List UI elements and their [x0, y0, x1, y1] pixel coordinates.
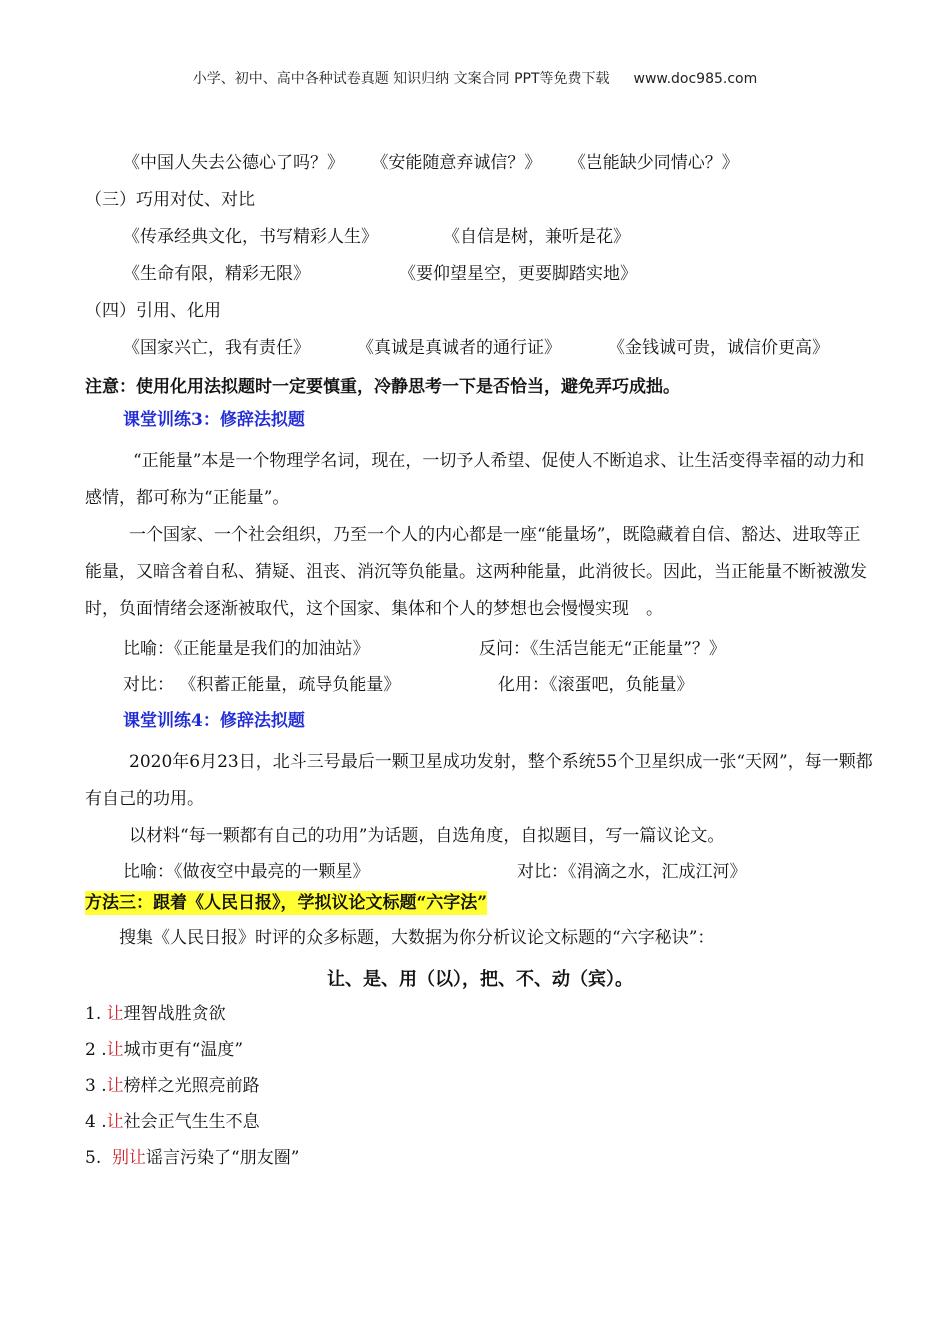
list-text: 社会正气生生不息 [123, 1112, 260, 1132]
example-row [85, 224, 875, 250]
title-example: 《金钱诚可贵，诚信价更高》 [608, 338, 829, 358]
list-item [85, 1037, 875, 1063]
title-example: 《国家兴亡，我有责任》 [123, 338, 310, 358]
keyword: 让 [106, 1076, 124, 1096]
keyword: 让 [106, 1040, 124, 1060]
list-text: 谣言污染了“朋友圈” [146, 1148, 300, 1168]
list-number: 3 . [85, 1076, 107, 1096]
keyword: 让 [106, 1004, 124, 1024]
example-row [85, 261, 875, 287]
document-body [85, 150, 875, 1181]
six-character-formula: 让、是、用（以），把、不、动（宾）。 [327, 969, 633, 990]
title-example: 《真诚是真诚者的通行证》 [357, 338, 561, 358]
title-example: 《要仰望星空，更要脚踏实地》 [399, 264, 637, 284]
header-site: www.doc985.com [633, 71, 758, 87]
title-example: 反问：《生活岂能无“正能量”？》 [479, 639, 726, 659]
list-number: 1. [85, 1004, 107, 1024]
note: 注意：使用化用法拟题时一定要慎重，冷静思考一下是否恰当，避免弄巧成拙。 [85, 377, 680, 397]
list-item [85, 1073, 875, 1099]
example-row [85, 335, 875, 361]
list-item [85, 1145, 875, 1171]
keyword: 让 [106, 1112, 124, 1132]
example-row [85, 859, 875, 885]
title-example: 比喻：《正能量是我们的加油站》 [123, 639, 370, 659]
title-example: 《安能随意弃诚信？》 [371, 153, 542, 173]
rhetoric-title-row [85, 150, 875, 176]
title-example: 《中国人失去公德心了吗？》 [123, 153, 344, 173]
section-heading-3: （三）巧用对仗、对比 [85, 190, 255, 210]
title-example: 化用：《滚蛋吧，负能量》 [498, 675, 694, 695]
list-item [85, 1001, 875, 1027]
title-example: 对比： 《积蓄正能量，疏导负能量》 [123, 675, 401, 695]
keyword: 别让 [112, 1148, 147, 1168]
list-number: 2 . [85, 1040, 107, 1060]
title-example: 对比：《涓滴之水，汇成江河》 [517, 862, 747, 882]
list-text: 榜样之光照亮前路 [123, 1076, 260, 1096]
title-example: 《传承经典文化，书写精彩人生》 [123, 227, 378, 247]
list-number: 4 . [85, 1112, 107, 1132]
example-row [85, 672, 875, 698]
paragraph: “正能量”本是一个物理学名词，现在，一切予人希望、促使人不断追求、让生活变得幸福的动力和感情，都可称为“正能量”。 [85, 451, 865, 508]
section-heading-4: （四）引用、化用 [85, 301, 221, 321]
paragraph: 一个国家、一个社会组织，乃至一个人的内心都是一座“能量场”，既隐藏着自信、豁达、进取等正能量，又暗含着自私、猜疑、沮丧、消沉等负能量。这两种能量，此消彼长。因此，当正能量不断被激发时，负面情绪会逐渐被取代，这个国家、集体和个人的梦想也会慢慢实现 。 [85, 525, 867, 619]
title-example: 比喻：《做夜空中最亮的一颗星》 [123, 862, 370, 882]
page-header [0, 68, 950, 88]
paragraph: 2020年6月23日，北斗三号最后一颗卫星成功发射，整个系统55个卫星织成一张“天网”，每一颗都有自己的功用。 [85, 752, 873, 809]
method-3-title: 方法三：跟着《人民日报》，学拟议论文标题“六字法” [85, 893, 488, 913]
method-intro: 搜集《人民日报》时评的众多标题，大数据为你分析议论文标题的“六字秘诀”： [119, 928, 715, 948]
list-number: 5. [85, 1148, 113, 1168]
list-item [85, 1109, 875, 1135]
training-4-title: 课堂训练4：修辞法拟题 [123, 711, 305, 731]
example-row [85, 636, 875, 662]
list-text: 理智战胜贪欲 [123, 1004, 226, 1024]
title-example: 《生命有限，精彩无限》 [123, 264, 310, 284]
header-text: 小学、初中、高中各种试卷真题 知识归纳 文案合同 PPT等免费下载 [192, 71, 610, 87]
title-example: 《岂能缺少同情心？》 [568, 153, 739, 173]
list-text: 城市更有“温度” [123, 1040, 244, 1060]
paragraph: 以材料“每一颗都有自己的功用”为话题，自选角度，自拟题目，写一篇议论文。 [129, 826, 725, 846]
training-3-title: 课堂训练3：修辞法拟题 [123, 410, 305, 430]
title-example: 《自信是树，兼听是花》 [443, 227, 630, 247]
